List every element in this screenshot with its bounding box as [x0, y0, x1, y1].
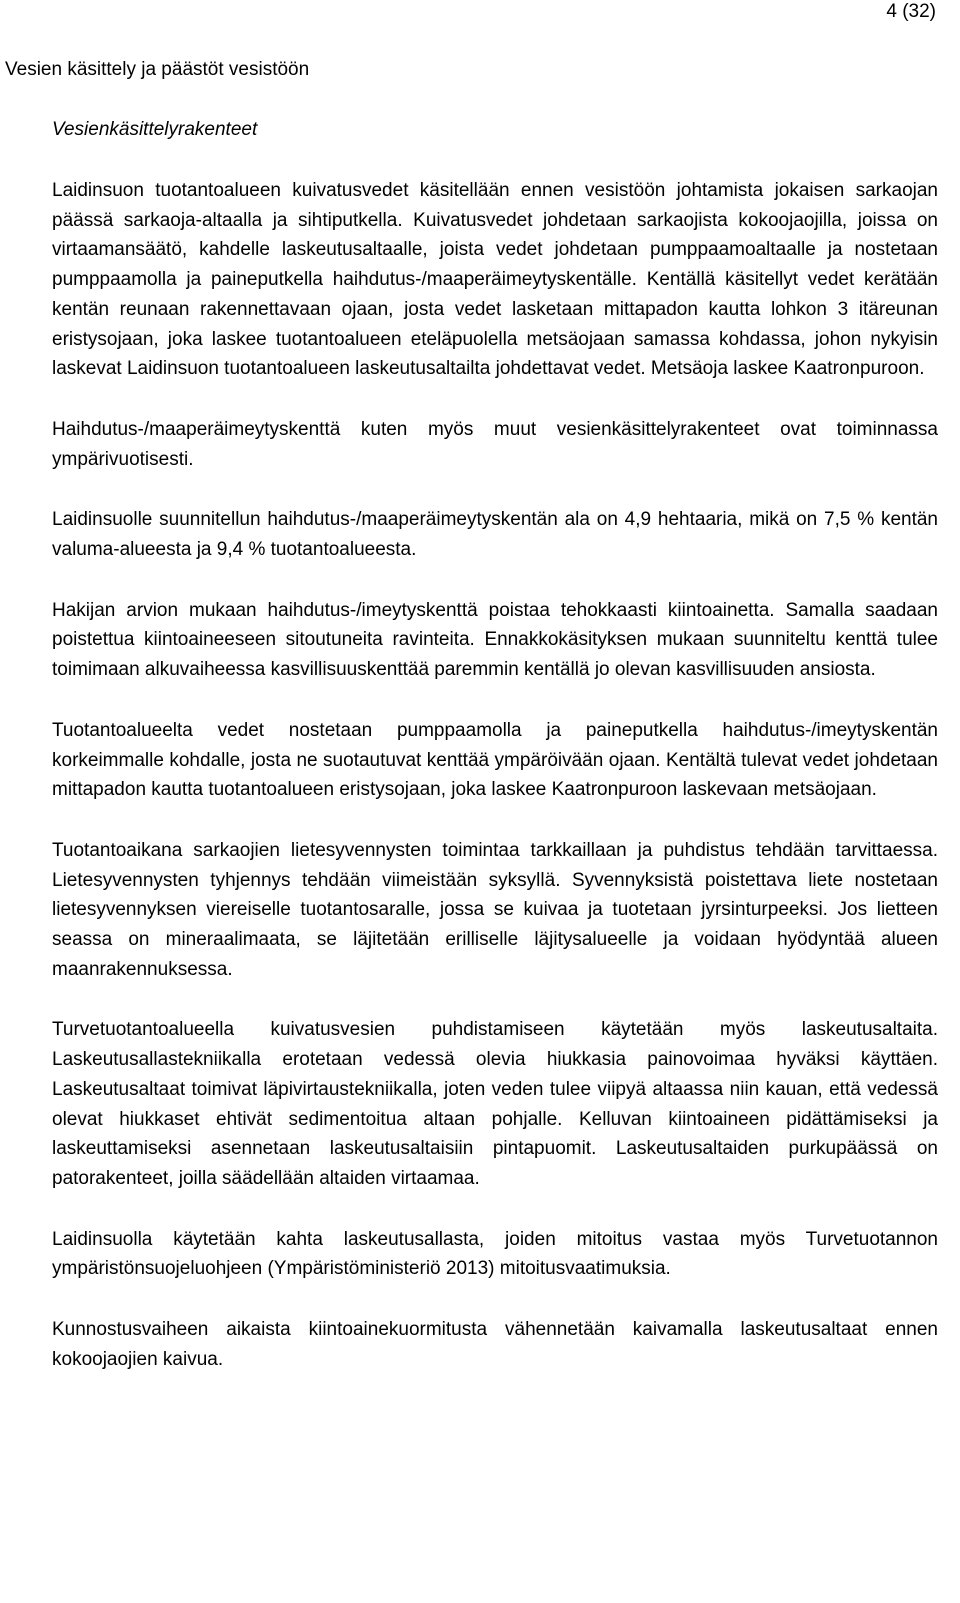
paragraph-4: Hakijan arvion mukaan haihdutus-/imeytyskenttä poistaa tehokkaasti kiintoainetta. Samalla saadaan poistettua kiintoaineeseen sitoutuneita ravinteita. Ennakkokäsityksen mukaan suunniteltu kenttä tulee toimimaan alkuvaiheessa kasvillisuuskenttää paremmin kentällä jo olevan kasvillisuuden ansiosta.: [52, 599, 938, 681]
paragraph-9: Kunnostusvaiheen aikaista kiintoainekuormitusta vähennetään kaivamalla laskeutusaltaat ennen kokoojaojien kaivua.: [52, 1319, 938, 1370]
paragraph-8: Laidinsuolla käytetään kahta laskeutusallasta, joiden mitoitus vastaa myös Turvetuotannon ympäristönsuojeluohjeen (Ympäristöministeriö 2013) mitoitusvaatimuksia.: [52, 1228, 938, 1280]
page-number: 4 (32): [886, 1, 936, 22]
section-title: Vesien käsittely ja päästöt vesistöön: [5, 59, 310, 80]
subsection-title: Vesienkäsittelyrakenteet: [52, 119, 258, 140]
paragraph-6: Tuotantoaikana sarkaojien lietesyvennysten toimintaa tarkkaillaan ja puhdistus tehdään tarvittaessa. Lietesyvennysten tyhjennys tehdään viimeistään syksyllä. Syvennyksistä poistettava liete nostetaan lietesyvennyksen viereiselle tuotantosaralle, jossa se kuivaa ja tuotetaan jyrsinturpeeksi. Jos lietteen seassa on mineraalimaata, se läjitetään erilliselle läjitysalueelle ja voidaan hyödyntää alueen maanrakennuksessa.: [52, 839, 938, 980]
paragraph-1: Laidinsuon tuotantoalueen kuivatusvedet käsitellään ennen vesistöön johtamista jokaisen sarkaojan päässä sarkaoja-altaalla ja sihtiputkella. Kuivatusvedet johdetaan sarkaojista kokoojaojilla, joissa on virtaamansäätö, kahdelle laskeutusaltaalle, joista vedet johdetaan pumppaamoaltaalle ja nostetaan pumppaamolla ja paineputkella haihdutus-/maaperäimeytyskentälle. Kentällä käsitellyt vedet kerätään kentän reunaan rakennettavaan ojaan, josta vedet lasketaan mittapadon kautta lohkon 3 itäreunan eristysojaan, joka laskee tuotantoalueen eteläpuolella metsäojaan samassa kohdassa, johon nykyisin laskevat Laidinsuon tuotantoalueen laskeutusaltailta johdettavat vedet. Metsäoja laskee Kaatronpuroon.: [52, 180, 938, 380]
paragraph-2: Haihdutus-/maaperäimeytyskenttä kuten myös muut vesienkäsittelyrakenteet ovat toiminnassa ympärivuotisesti.: [52, 418, 938, 470]
paragraph-7: Turvetuotantoalueella kuivatusvesien puhdistamiseen käytetään myös laskeutusaltaita. Laskeutusallastekniikalla erotetaan vedessä olevia hiukkasia painovoimaa hyväksi käyttäen. Laskeutusaltaat toimivat läpivirtaustekniikalla, joten veden tulee viipyä altaassa niin kauan, että vedessä olevat hiukkaset ehtivät sedimentoitua altaan pohjalle. Kelluvan kiintoaineen pidättämiseksi ja laskeuttamiseksi asennetaan laskeutusaltaisiin pintapuomit. Laskeutusaltaiden purkupäässä on patorakenteet, joilla säädellään altaiden virtaamaa.: [52, 1019, 938, 1189]
paragraph-3: Laidinsuolle suunnitellun haihdutus-/maaperäimeytyskentän ala on 4,9 hehtaaria, mikä on 7,5 % kentän valuma-alueesta ja 9,4 % tuotantoalueesta.: [52, 509, 938, 561]
paragraph-5: Tuotantoalueelta vedet nostetaan pumppaamolla ja paineputkella haihdutus-/imeytyskentän korkeimmalle kohdalle, josta ne suotautuvat kenttää ympäröivään ojaan. Kentältä tulevat vedet johdetaan mittapadon kautta tuotantoalueen eristysojaan, joka laskee Kaatronpuroon laskevaan metsäojaan.: [52, 719, 938, 801]
body-text: [52, 176, 938, 1406]
